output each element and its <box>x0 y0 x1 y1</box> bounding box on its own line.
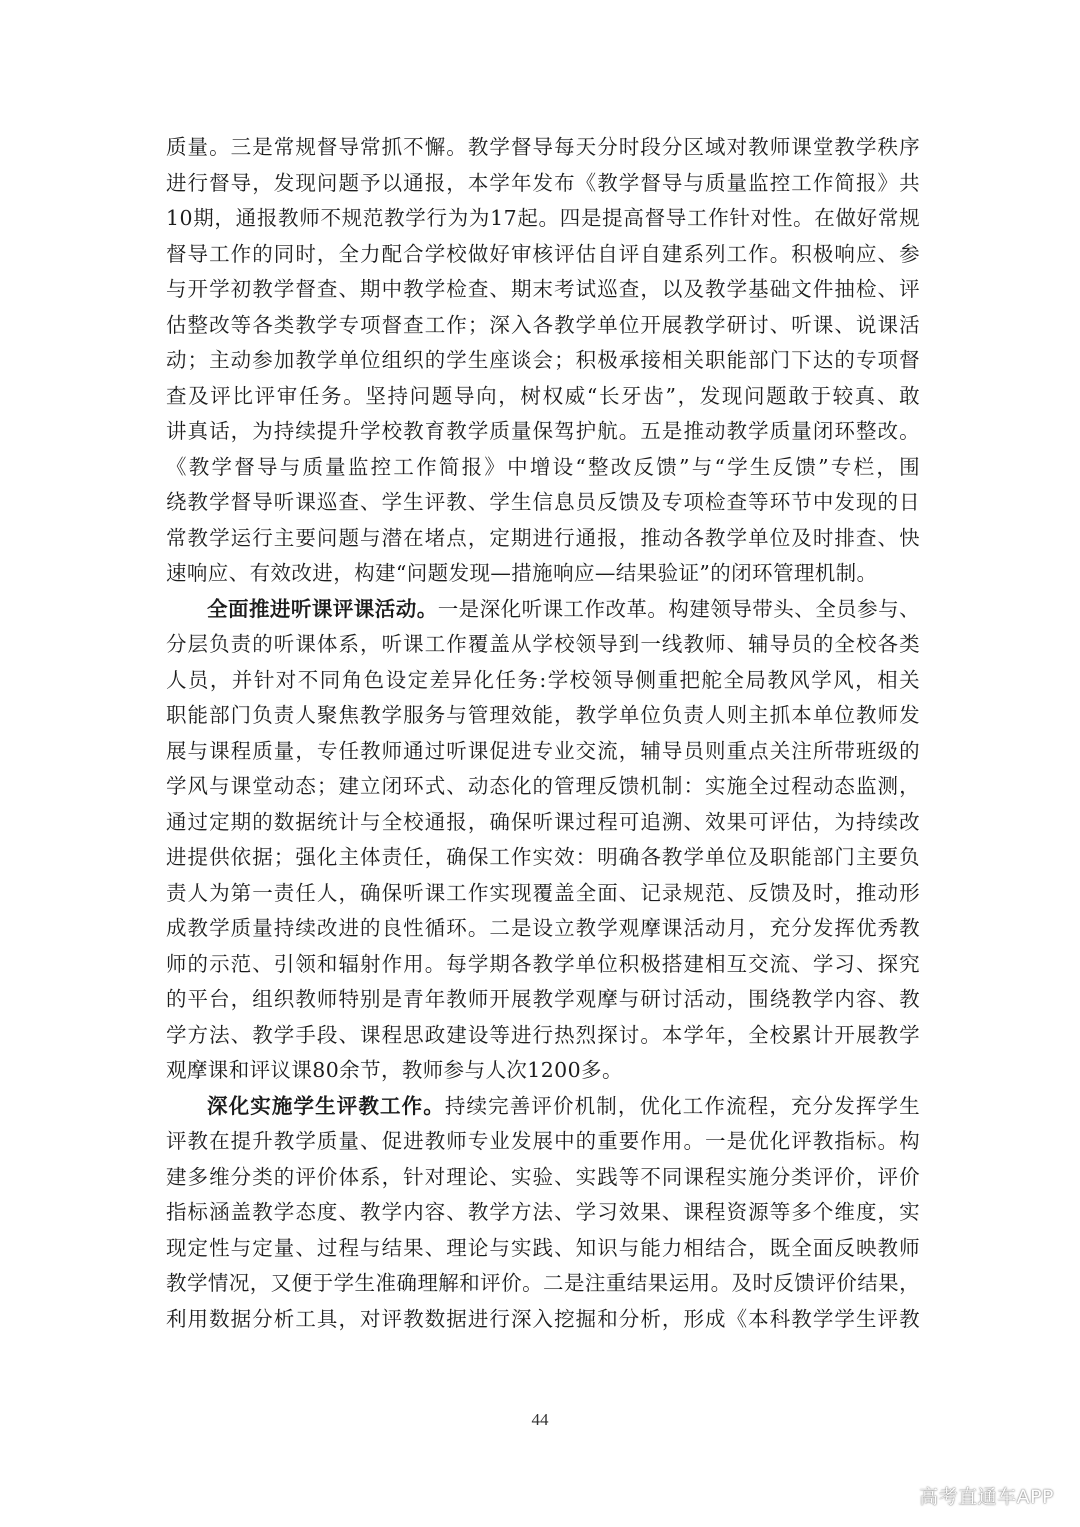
text-line: 估整改等各类教学专项督查工作；深入各教学单位开展教学研讨、听课、说课活 <box>166 312 920 337</box>
text-line: 分层负责的听课体系，听课工作覆盖从学校领导到一线教师、辅导员的全校各类 <box>166 632 920 656</box>
text-line: 速响应、有效改进，构建“问题发现—措施响应—结果验证”的闭环管理机制。 <box>166 561 878 585</box>
text-line: 人员，并针对不同角色设定差异化任务:学校领导侧重把舵全局教风学风，相关 <box>166 667 920 692</box>
section-heading-evaluation: 深化实施学生评教工作。 <box>207 1093 445 1118</box>
text-line: 进行督导，发现问题予以通报，本学年发布《教学督导与质量监控工作简报》共 <box>166 170 920 195</box>
text-line: 常教学运行主要问题与潜在堵点，定期进行通报，推动各教学单位及时排查、快 <box>166 525 920 550</box>
text-line: 责人为第一责任人，确保听课工作实现覆盖全面、记录规范、反馈及时，推动形 <box>166 880 920 905</box>
text-line: 进提供依据；强化主体责任，确保工作实效：明确各教学单位及职能部门主要负 <box>166 845 920 869</box>
text-line: 现定性与定量、过程与结果、理论与实践、知识与能力相结合，既全面反映教师 <box>166 1235 920 1260</box>
text-line: 教学情况，又便于学生准确理解和评价。二是注重结果运用。及时反馈评价结果， <box>166 1271 920 1295</box>
section-heading-line <box>166 592 920 628</box>
text-line: 评教在提升教学质量、促进教师专业发展中的重要作用。一是优化评教指标。构 <box>166 1129 920 1153</box>
section-heading-listening: 全面推进听课评课活动。 <box>207 596 438 621</box>
text-line: 通过定期的数据统计与全校通报，确保听课过程可追溯、效果可评估，为持续改 <box>166 809 920 834</box>
text-line: 成教学质量持续改进的良性循环。二是设立教学观摩课活动月，充分发挥优秀教 <box>166 916 920 940</box>
text-line: 指标涵盖教学态度、教学内容、教学方法、学习效果、课程资源等多个维度，实 <box>166 1200 920 1224</box>
body-text <box>166 130 920 1337</box>
text-line: 查及评比评审任务。坚持问题导向，树权威“长牙齿”，发现问题敢于较真、敢 <box>166 383 920 408</box>
text-line-rest: 一是深化听课工作改革。构建领导带头、全员参与、 <box>437 596 920 621</box>
text-line: 展与课程质量，专任教师通过听课促进专业交流，辅导员则重点关注所带班级的 <box>166 738 920 763</box>
text-line: 督导工作的同时，全力配合学校做好审核评估自评自建系列工作。积极响应、参 <box>166 241 920 266</box>
text-line: 绕教学督导听课巡查、学生评教、学生信息员反馈及专项检查等环节中发现的日 <box>166 490 920 514</box>
text-line: 与开学初教学督查、期中教学检查、期末考试巡查，以及教学基础文件抽检、评 <box>166 277 920 301</box>
text-line: 的平台，组织教师特别是青年教师开展教学观摩与研讨活动，围绕教学内容、教 <box>166 987 920 1011</box>
section-heading-line <box>166 1089 920 1125</box>
text-line: 学方法、教学手段、课程思政建设等进行热烈探讨。本学年，全校累计开展教学 <box>166 1022 920 1047</box>
page-number: 44 <box>531 1410 549 1429</box>
text-line: 师的示范、引领和辐射作用。每学期各教学单位积极搭建相互交流、学习、探究 <box>166 951 920 976</box>
watermark-text: 高考直通车APP <box>919 1486 1054 1508</box>
text-line: 利用数据分析工具，对评教数据进行深入挖掘和分析，形成《本科教学学生评教 <box>166 1306 920 1331</box>
text-line: 建多维分类的评价体系，针对理论、实验、实践等不同课程实施分类评价，评价 <box>166 1164 920 1189</box>
text-line: 质量。三是常规督导常抓不懈。教学督导每天分时段分区域对教师课堂教学秩序 <box>166 135 920 159</box>
text-line: 学风与课堂动态；建立闭环式、动态化的管理反馈机制：实施全过程动态监测， <box>166 774 920 798</box>
text-line: 10期，通报教师不规范教学行为为17起。四是提高督导工作针对性。在做好常规 <box>166 206 920 230</box>
text-line: 观摩课和评议课80余节，教师参与人次1200多。 <box>166 1058 623 1082</box>
text-line: 职能部门负责人聚焦教学服务与管理效能，教学单位负责人则主抓本单位教师发 <box>166 703 920 727</box>
text-line: 动；主动参加教学单位组织的学生座谈会；积极承接相关职能部门下达的专项督 <box>166 348 920 372</box>
text-line-rest: 持续完善评价机制，优化工作流程，充分发挥学生 <box>444 1093 920 1118</box>
text-line: 《教学督导与质量监控工作简报》中增设“整改反馈”与“学生反馈”专栏，围 <box>166 454 920 479</box>
text-line: 讲真话，为持续提升学校教育教学质量保驾护航。五是推动教学质量闭环整改。 <box>166 419 920 443</box>
